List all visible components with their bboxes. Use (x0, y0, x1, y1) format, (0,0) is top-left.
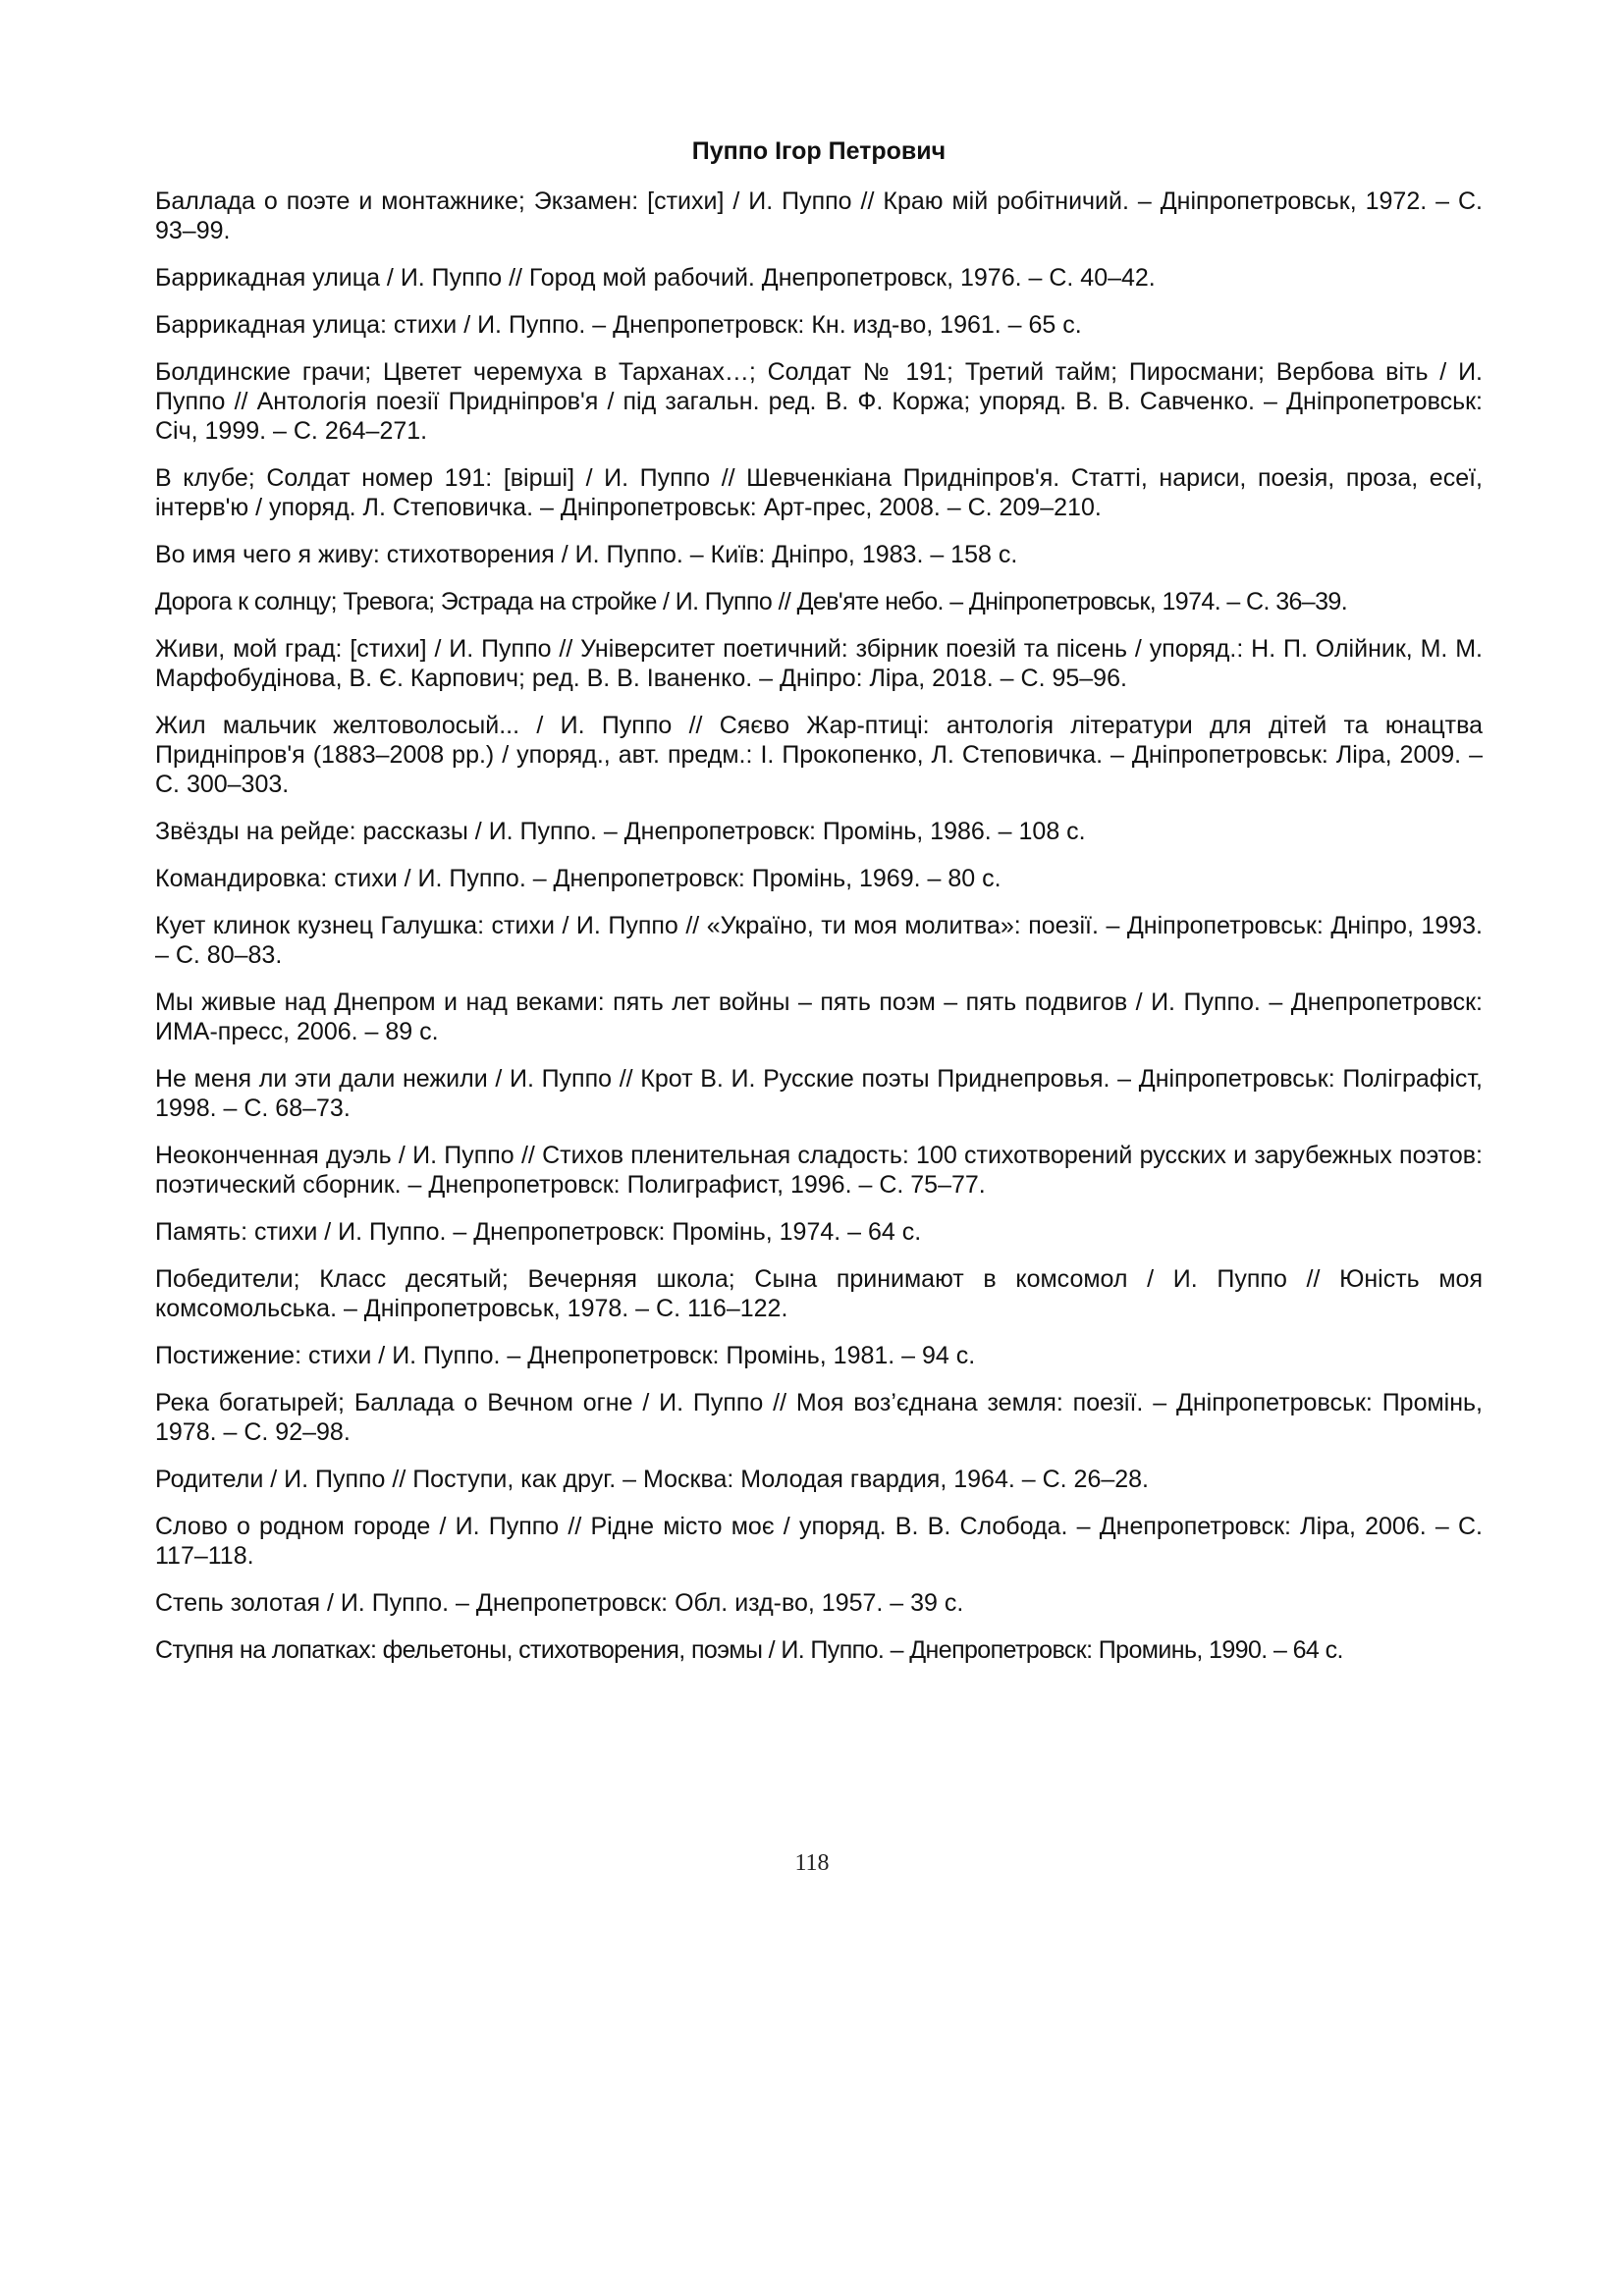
bibliography-entry: Баллада о поэте и монтажнике; Экзамен: [стихи] / И. Пуппо // Краю мій робітничий. – Дніпропетровськ, 1972. – С. 93–99. (155, 187, 1483, 244)
bibliography-entry: Неоконченная дуэль / И. Пуппо // Стихов пленительная сладость: 100 стихотворений русских и зарубежных поэтов: поэтический сборник. – Днепропетровск: Полиграфист, 1996. – С. 75–77. (155, 1142, 1483, 1199)
page-title: Пуппо Ігор Петрович (691, 137, 947, 165)
bibliography-entry: В клубе; Солдат номер 191: [вірші] / И. Пуппо // Шевченкіана Придніпров'я. Статті, нариси, поезія, проза, есеї, інтерв'ю / упоряд. Л. Степовичка. – Дніпропетровськ: Арт-прес, 2008. – С. 209–210. (155, 464, 1483, 521)
bibliography-entry: Кует клинок кузнец Галушка: стихи / И. Пуппо // «Україно, ти моя молитва»: поезії. – Дніпропетровськ: Дніпро, 1993. – С. 80–83. (155, 912, 1483, 969)
bibliography-entry: Слово о родном городе / И. Пуппо // Рідне місто моє / упоряд. В. В. Слобода. – Днепропетровск: Ліра, 2006. – С. 117–118. (155, 1513, 1483, 1570)
bibliography-entry: Баррикадная улица: стихи / И. Пуппо. – Днепропетровск: Кн. изд-во, 1961. – 65 с. (155, 311, 1082, 339)
bibliography-entry: Живи, мой град: [стихи] / И. Пуппо // Університет поетичний: збірник поезій та пісень / упоряд.: Н. П. Олійник, М. М. Марфобудінова, В. Є. Карпович; ред. В. В. Іваненко. – Дніпро: Ліра, 2018. – С. 95–96. (155, 635, 1483, 692)
page-number: 118 (794, 1850, 830, 1876)
bibliography-entry: Степь золотая / И. Пуппо. – Днепропетровск: Обл. изд-во, 1957. – 39 с. (155, 1589, 964, 1617)
bibliography-entry: Река богатырей; Баллада о Вечном огне / И. Пуппо // Моя воз’єднана земля: поезії. – Дніпропетровськ: Промінь, 1978. – С. 92–98. (155, 1389, 1483, 1446)
bibliography-entry: Жил мальчик желтоволосый... / И. Пуппо // Сяєво Жар-птиці: антологія літератури для дітей та юнацтва Придніпров'я (1883–2008 рр.) / упоряд., авт. предм.: І. Прокопенко, Л. Степовичка. – Дніпропетровськ: Ліра, 2009. – С. 300–303. (155, 712, 1483, 798)
bibliography-entry: Не меня ли эти дали нежили / И. Пуппо // Крот В. И. Русские поэты Приднепровья. – Дніпропетровськ: Поліграфіст, 1998. – С. 68–73. (155, 1065, 1483, 1122)
bibliography-entry: Победители; Класс десятый; Вечерняя школа; Сына принимают в комсомол / И. Пуппо // Юність моя комсомольська. – Дніпропетровськ, 1978. – С. 116–122. (155, 1265, 1483, 1322)
bibliography-entry: Болдинские грачи; Цветет черемуха в Тарханах…; Солдат № 191; Третий тайм; Пиросмани; Вербова віть / И. Пуппо // Антологія поезії Придніпров'я / під загальн. ред. В. Ф. Коржа; упоряд. В. В. Савченко. – Дніпропетровськ: Січ, 1999. – С. 264–271. (155, 358, 1483, 445)
bibliography-entry: Звёзды на рейде: рассказы / И. Пуппо. – Днепропетровск: Промінь, 1986. – 108 с. (155, 818, 1086, 845)
bibliography-entry: Баррикадная улица / И. Пуппо // Город мой рабочий. Днепропетровск, 1976. – С. 40–42. (155, 264, 1156, 292)
bibliography-entry: Дорога к солнцу; Тревога; Эстрада на стройке / И. Пуппо // Дев'яте небо. – Дніпропетровськ, 1974. – С. 36–39. (155, 588, 1348, 615)
bibliography-entry: Ступня на лопатках: фельетоны, стихотворения, поэмы / И. Пуппо. – Днепропетровск: Проминь, 1990. – 64 с. (155, 1636, 1343, 1664)
bibliography-entry: Постижение: стихи / И. Пуппо. – Днепропетровск: Промінь, 1981. – 94 с. (155, 1342, 976, 1369)
bibliography-entry: Во имя чего я живу: стихотворения / И. Пуппо. – Київ: Дніпро, 1983. – 158 с. (155, 541, 1018, 568)
bibliography-list (155, 187, 1483, 1665)
bibliography-entry: Мы живые над Днепром и над веками: пять лет войны – пять поэм – пять подвигов / И. Пуппо. – Днепропетровск: ИМА-пресс, 2006. – 89 с. (155, 988, 1483, 1045)
bibliography-entry: Память: стихи / И. Пуппо. – Днепропетровск: Промінь, 1974. – 64 с. (155, 1218, 922, 1246)
bibliography-entry: Родители / И. Пуппо // Поступи, как друг. – Москва: Молодая гвардия, 1964. – С. 26–28. (155, 1466, 1149, 1493)
bibliography-entry: Командировка: стихи / И. Пуппо. – Днепропетровск: Промінь, 1969. – 80 с. (155, 865, 1001, 892)
